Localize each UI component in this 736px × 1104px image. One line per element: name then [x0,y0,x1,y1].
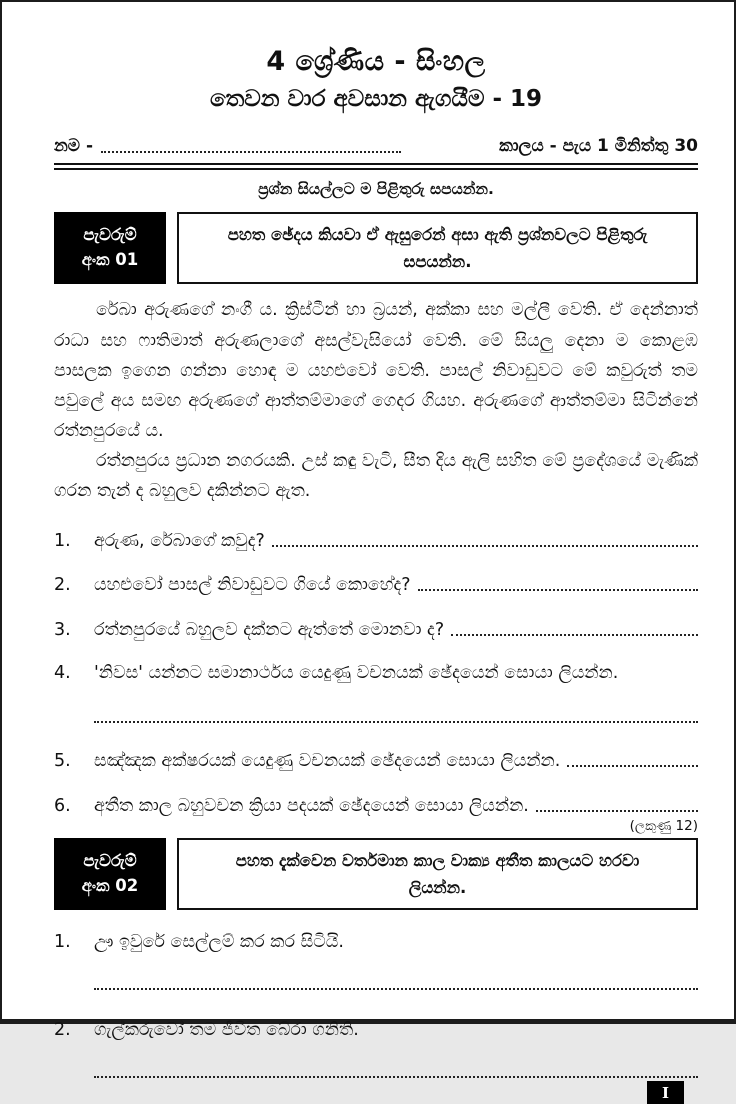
assignment-2-instruction: පහත දැක්වෙන වර්තමාන කාල වාක්‍ය අතීත කාලයට හරවා ලියන්න. [177,838,698,910]
question-text: රත්නපුරයේ බහුලව දක්නට ඇත්තේ මොනවා ද? [94,619,445,640]
question-text: අතීත කාල බහුවචන ක්‍රියා පදයක් ඡේදයෙන් සොයා ලියන්න. [94,795,529,816]
a1-question-5 [54,750,698,772]
question-text: ඌ ඉවුරේ සෙල්ලම් කර කර සිටියි. [94,932,344,953]
general-instruction: ප්‍රශ්න සියල්ලට ම පිළිතුරු සපයන්න. [258,180,494,198]
name-answer-blank[interactable] [101,136,401,153]
a1-question-1 [54,529,698,551]
answer-blank[interactable] [451,618,698,636]
assignment-1-badge-line2: අංක 01 [81,250,139,270]
a1-question-6 [54,794,698,816]
assignment-1-header [54,212,698,284]
assignment-2-header [54,838,698,910]
a2-question-2 [54,1020,698,1040]
question-text: 'නිවස' යන්නට සමානාර්ථය යෙදුණු වචනයක් ඡේදයෙන් සොයා ලියන්න. [94,662,619,683]
assignment-1-badge-line1: පැවරුම් [83,225,137,245]
passage-paragraph-1: රේබා අරුණගේ නංගී ය. ක්‍රිස්ටීන් හා බ්‍රයන්, අක්කා සහ මල්ලී වෙති. ඒ දෙන්නාත් රාධා සහ ෆාතිමාත් අරුණලාගේ අසල්වැසියෝ වෙති. මේ සියලු දෙනා ම කොළඹ පාසලක ඉගෙන ගන්නා හොඳ ම යහළුවෝ වෙති. පාසල් නිවාඩුවට මේ කවුරුත් තම පවුලේ අය සමඟ අරුණගේ ආත්තම්මාගේ ගෙදර ගියහ. අරුණගේ ආත්තම්මා සිටින්නේ රත්නපුරයේ ය. [54,300,698,441]
a2-question-1 [54,932,698,952]
assignment-2-badge-line2: අංක 02 [81,875,139,895]
header-divider [54,163,698,170]
question-number: 5. [54,751,71,772]
page-number-badge: I [647,1081,684,1104]
question-number: 4. [54,662,71,683]
question-number: 1. [54,530,71,551]
assignment-2-badge-line1: පැවරුම් [83,851,137,871]
question-number: 2. [54,1020,71,1041]
passage-paragraph-2: රත්නපුරය ප්‍රධාන නගරයකි. උස් කඳු වැටි, සීත දිය ඇලි සහිත මේ ප්‍රදේශයේ මැණික් ගරන තැන් ද බහුලව දකින්නට ඇත. [54,450,698,501]
time-label: කාලය - පැය 1 මිනිත්තු 30 [499,136,698,156]
question-number: 6. [54,795,71,816]
answer-blank[interactable] [272,529,698,547]
answer-blank-line[interactable] [94,1076,698,1078]
answer-blank-line[interactable] [94,721,698,723]
assignment-2-badge [54,838,166,910]
assignment-1-badge [54,212,166,284]
marks-label: (ලකුණු 12) [629,817,698,834]
page-title: 4 ශ්‍රේණිය - සිංහල [266,46,486,77]
question-text: ගැල්කරුවෝ තම ජීවිත බේරා ගනිති. [94,1020,359,1041]
question-text: යහළුවෝ පාසල් නිවාඩුවට ගියේ කොහේද? [94,575,411,596]
answer-blank[interactable] [418,574,698,592]
assignment-1-instruction: පහත ඡේදය කියවා ඒ ඇසුරෙන් අසා ඇති ප්‍රශ්නවලට පිළිතුරු සපයන්න. [177,212,698,284]
name-time-row [54,136,698,156]
a1-question-4 [54,663,698,683]
footer-row [94,1076,698,1102]
name-label: නම - [54,136,94,156]
question-text: අරුණ, රේබාගේ කවුද? [94,530,265,551]
question-number: 2. [54,575,71,596]
answer-blank-line[interactable] [94,988,698,990]
a1-question-2 [54,574,698,596]
page-subtitle: තෙවන වාර අවසාන ඇගයීම - 19 [209,86,543,112]
answer-blank[interactable] [536,794,698,812]
question-number: 1. [54,932,71,953]
question-number: 3. [54,619,71,640]
question-text: සඤ්ඤක අක්ෂරයක් යෙදුණු වචනයක් ඡේදයෙන් සොයා ලියන්න. [94,751,561,772]
a1-question-3 [54,618,698,640]
answer-blank[interactable] [567,750,698,768]
